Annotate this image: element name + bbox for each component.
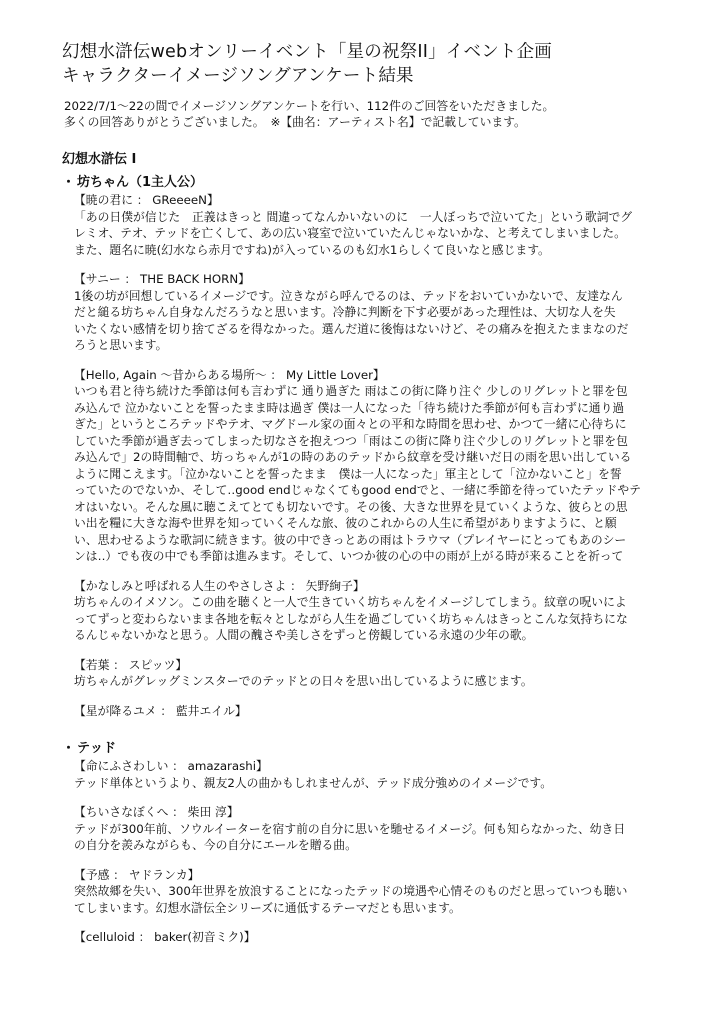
song-entry	[62, 192, 667, 258]
song-title: 【かなしみと呼ばれる人生のやさしさよ ： 矢野絢子】	[74, 578, 365, 593]
title-line-2: キャラクターイメージソングアンケート結果	[62, 66, 414, 86]
bullet: ・	[62, 741, 76, 756]
song-entry	[62, 578, 667, 644]
song-entry	[62, 703, 667, 720]
song-comment: 「あの日僕が信じた 正義はきっと 間違ってなんかいないのに 一人ぼっちで泣いてた」という歌詞でグ レミオ、テオ、テッドを亡くして、あの広い寝室で泣いていたんじゃないかな、と考えてしまいました。 また、題名に暁(幻水なら赤月ですね)が入っているのも幻水1らしくて良いなと感じます。	[74, 209, 633, 257]
song-comment: 坊ちゃんがグレッグミンスターでのテッドとの日々を思い出しているように感じます。	[74, 674, 533, 688]
song-title: 【命にふさわしい ： amazarashi】	[74, 759, 268, 773]
song-comment: 突然故郷を失い、300年世界を放浪することになったテッドの境遇や心情そのものだと思っていつも聴い てしまいます。幻想水滸伝全シリーズに通低するテーマだとも思います。	[74, 884, 628, 915]
song-entry	[62, 271, 667, 354]
song-entry	[62, 657, 667, 690]
intro-line-1: 2022/7/1～22の間でイメージソングアンケートを行い、112件のご回答をいただきました。	[64, 99, 555, 113]
song-title: 【暁の君に ： GReeeeN】	[74, 193, 219, 207]
bullet: ・	[62, 175, 76, 190]
song-title: 【サニー ： THE BACK HORN】	[74, 272, 250, 286]
character-list	[62, 171, 667, 946]
character-name: テッド	[77, 741, 117, 756]
page-title	[62, 40, 667, 88]
intro-text	[62, 98, 667, 130]
song-entry	[62, 867, 667, 917]
song-title: 【ちいさなぼくへ ： 柴田 淳】	[74, 805, 239, 819]
character-heading	[62, 737, 667, 756]
song-title: 【celluloid ： baker(初音ミク)】	[74, 930, 256, 944]
song-entry	[62, 929, 667, 946]
title-line-1: 幻想水滸伝webオンリーイベント「星の祝祭II」イベント企画	[62, 42, 553, 62]
intro-line-2: 多くの回答ありがとうございました。 ※【曲名：アーティスト名】で記載しています。	[64, 115, 526, 129]
song-entry	[62, 804, 667, 854]
song-title: 【Hello, Again 〜昔からある場所〜 ： My Little Lover】	[74, 367, 385, 382]
character-heading	[62, 171, 667, 190]
character-name: 坊ちゃん（1主人公）	[77, 175, 204, 190]
character-block	[62, 171, 667, 719]
song-comment: 1後の坊が回想しているイメージです。泣きながら呼んでるのは、テッドをおいていかないで、友達なん だと縋る坊ちゃん自身なんだろうなと思います。冷静に判断を下す必要があった理性は、大切な人を失 いたくない感情を切り捨てざるを得なかった。選んだ道に後悔はないけど、その痛みを抱えたままなのだ ろうと思います。	[74, 288, 629, 352]
character-block	[62, 737, 667, 946]
song-comment: テッドが300年前、ソウルイーターを宿す前の自分に思いを馳せるイメージ。何も知らなかった、幼き日 の自分を羨みながらも、今の自分にエールを贈る曲。	[74, 821, 626, 852]
song-entry	[62, 367, 667, 565]
song-comment: 坊ちゃんのイメソン。この曲を聴くと一人で生きていく坊ちゃんをイメージしてしまう。紋章の呪いによ ってずっと変わらないまま各地を転々としながら人生を過ごしていく坊ちゃんはきっとこんな気持ちにな るんじゃないかなと思う。人間の醜さや美しさをずっと傍観している永遠の少年の歌。	[74, 595, 628, 642]
song-title: 【星が降るユメ ： 藍井エイル】	[74, 703, 247, 718]
song-entry	[62, 758, 667, 791]
song-comment: いつも君と待ち続けた季節は何も言わずに 通り過ぎた 雨はこの街に降り注ぐ 少しのリグレットと罪を包 み込んで 泣かないことを誓ったまま時は過ぎ 僕は一人になった「待ち続けた季節が何も言わずに通り過 ぎた」というところテッドやテオ、マグドール家の面々との平和な時間を思わせ、かつて一緒に心待ちに していた季節が過ぎ去ってしまった切なさを抱えつつ「雨はこの街に降り注ぐ少しのリグレットと罪を包 み込んで」2の時間軸で、坊っちゃんが1の時のあのテッドから紋章を受け継いだ日の雨を思い出している ように聞こえます。「泣かないことを誓ったまま 僕は一人になった」軍主として「泣かないこと」を誓 っていたのでないか、そして‥good endじゃなくてもgood endでと、一緒に季節を待っていたテッドやテ オはいない。そんな風に聴こえてとても切ないです。その後、大きな世界を見ていくような、彼らとの思 い出を糧に大きな海や世界を知っていくそんな旅、彼のこれからの人生に希望がありますように、と願 い、思わせるような歌詞に続きます。彼の中できっとあの雨はトラウマ（プレイヤーにとってもあのシー ンは‥）でも夜の中でも季節は進みます。そして、いつか彼の心の中の雨が上がる時が来ることを祈って	[74, 384, 641, 563]
song-title: 【若葉 ： スピッツ】	[74, 657, 188, 672]
song-title: 【予感 ： ヤドランカ】	[74, 867, 200, 882]
song-comment: テッド単体というより、親友2人の曲かもしれませんが、テッド成分強めのイメージです。	[74, 775, 553, 790]
section-title: 幻想水滸伝 I	[62, 152, 137, 167]
